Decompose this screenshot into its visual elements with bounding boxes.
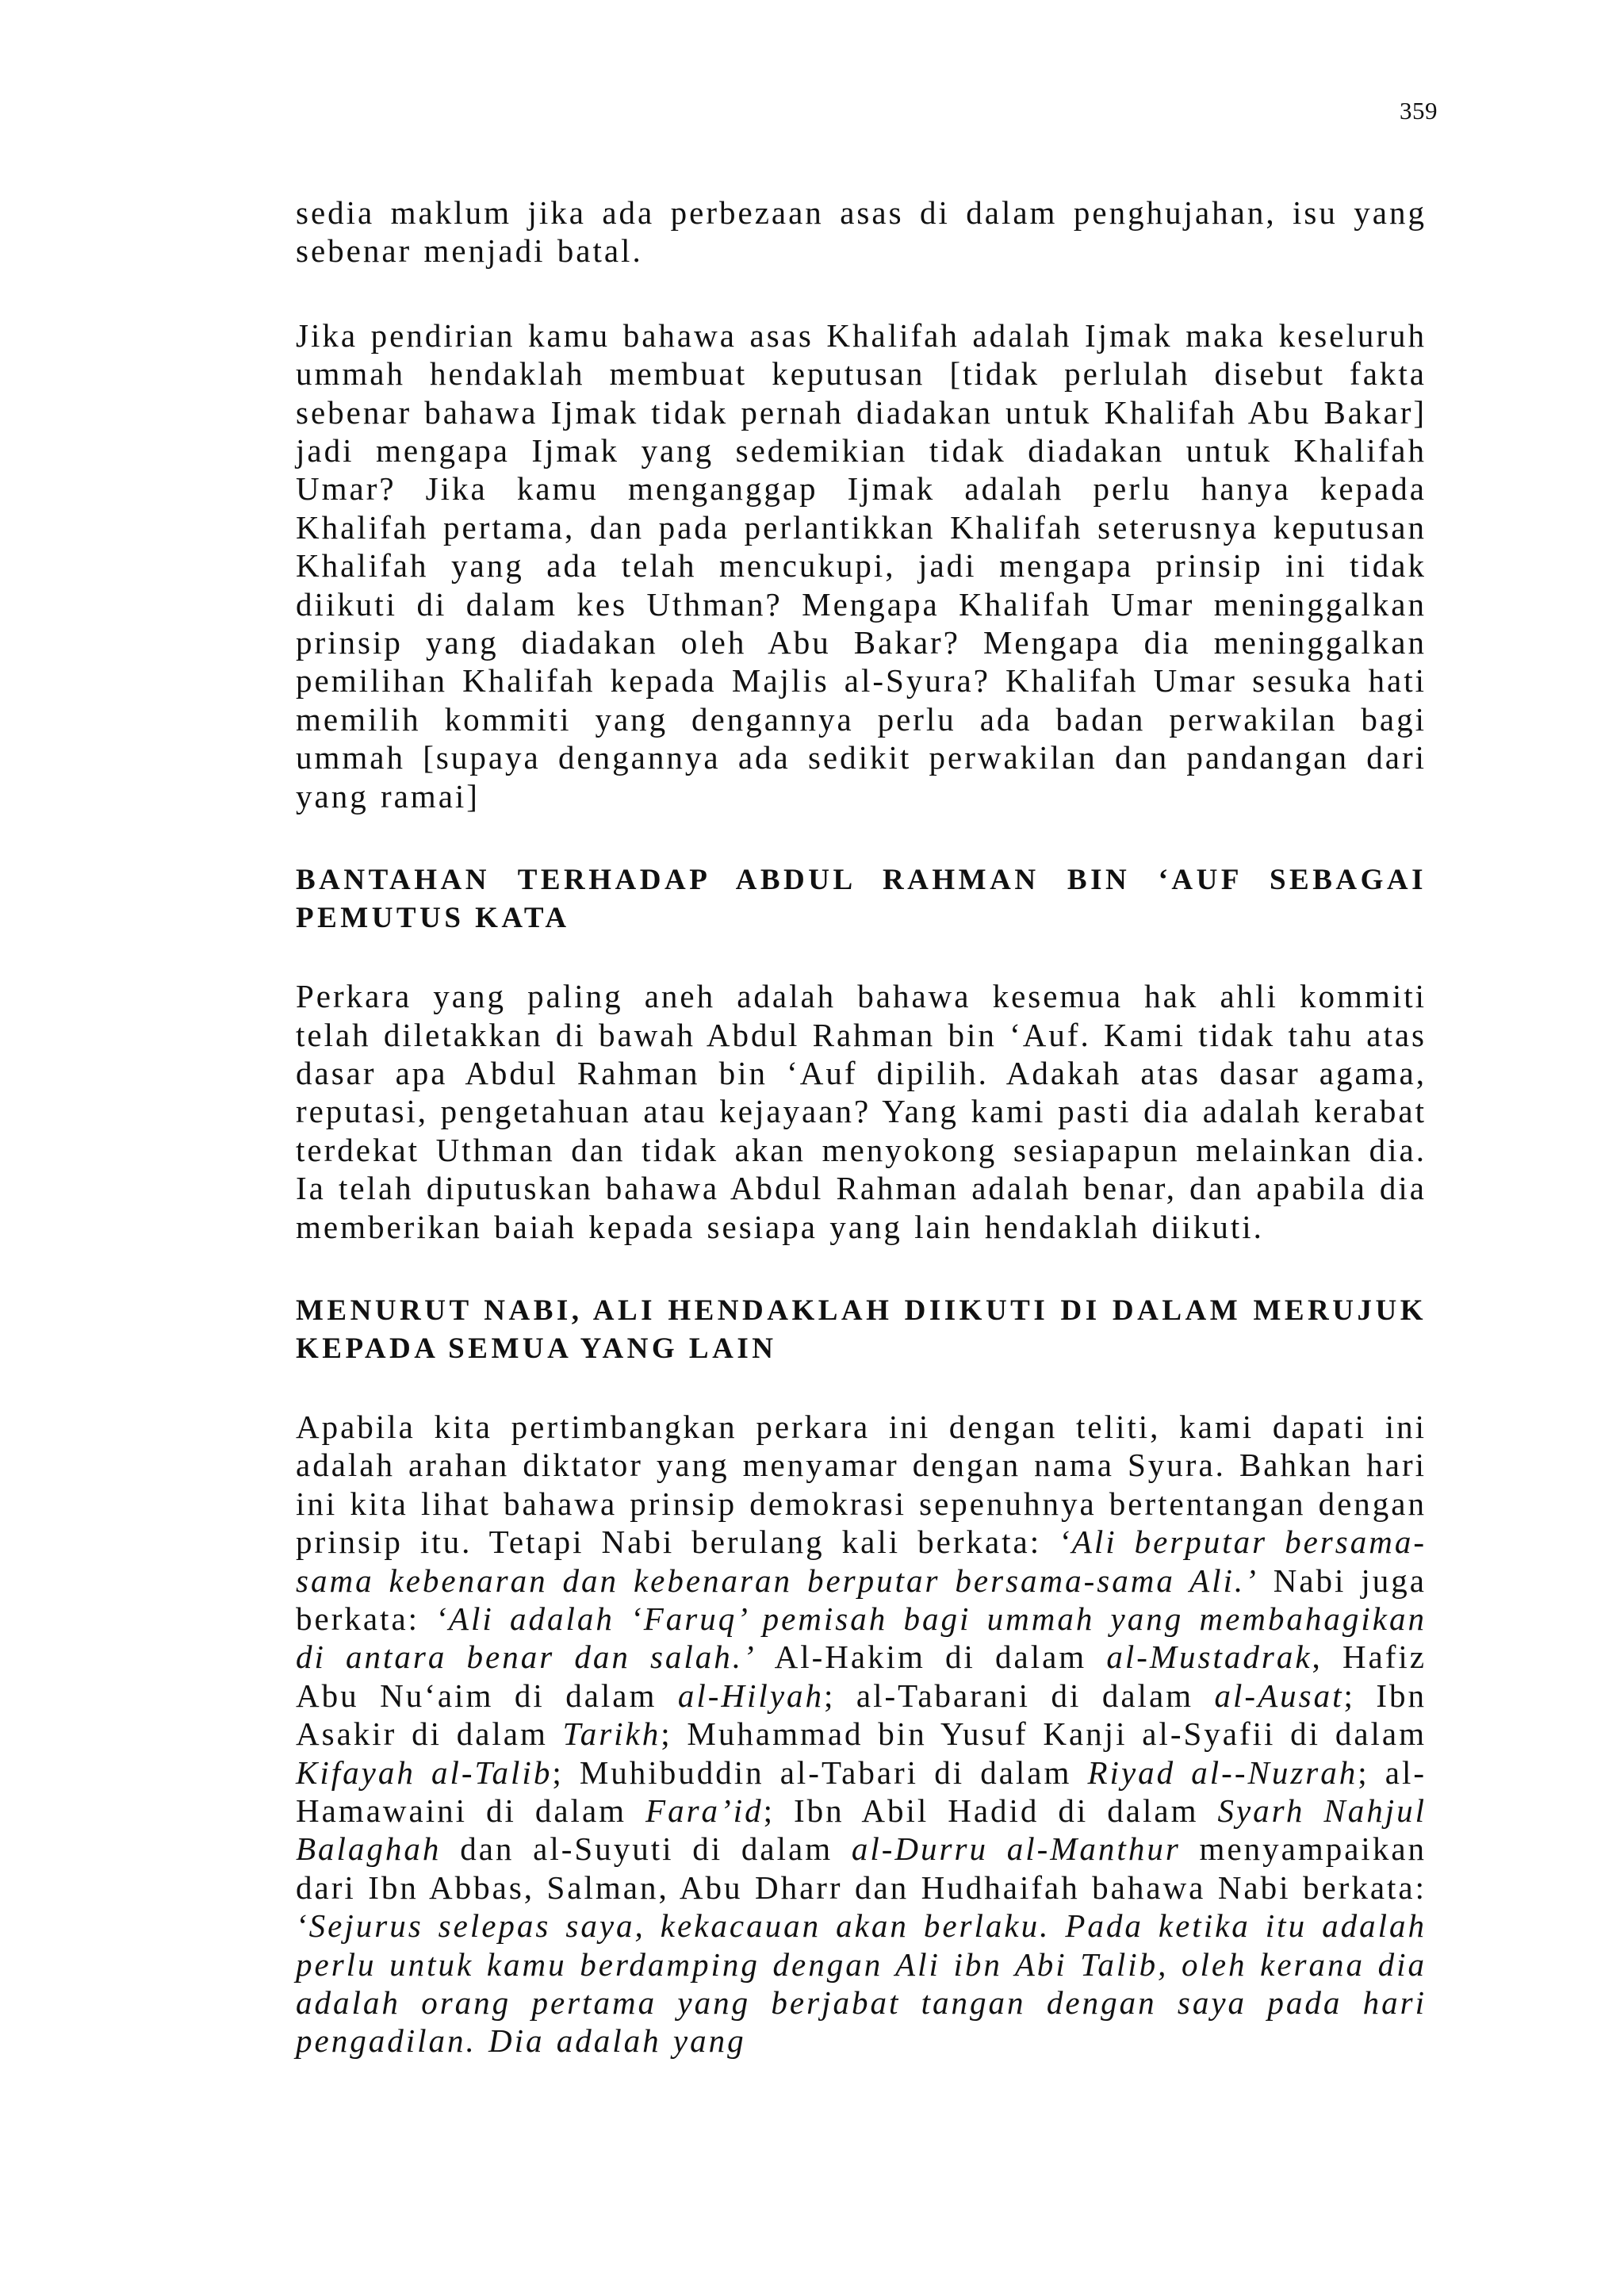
page-body [296,194,1427,2060]
italic-text-run: Syarh Nahjul Balaghah [296,1792,1427,1868]
text-run: ; al-Hamawaini di dalam [296,1754,1427,1829]
text-run: ; Ibn Abil Hadid di dalam [763,1792,1218,1829]
paragraph-2: Jika pendirian kamu bahawa asas Khalifah adalah Ijmak maka keseluruh ummah hendaklah membuat keputusan [tidak perlulah disebut fakta sebenar bahawa Ijmak tidak pernah diadakan untuk Khalifah Abu Bakar] jadi mengapa Ijmak yang sedemikian tidak diadakan untuk Khalifah Umar? Jika kamu menganggap Ijmak adalah perlu hanya kepada Khalifah pertama, dan pada perlantikkan Khalifah seterusnya keputusan Khalifah yang ada telah mencukupi, jadi mengapa prinsip ini tidak diikuti di dalam kes Uthman? Mengapa Khalifah Umar meninggalkan prinsip yang diadakan oleh Abu Bakar? Mengapa dia meninggalkan pemilihan Khalifah kepada Majlis al-Syura? Khalifah Umar sesuka hati memilih kommiti yang dengannya perlu ada badan perwakilan bagi ummah [supaya dengannya ada sedikit perwakilan dan pandangan dari yang ramai] [296,316,1427,815]
text-run: , Hafiz Abu Nu‘aim di dalam [296,1639,1427,1714]
paragraph-gap [296,937,1427,977]
paragraph-1: sedia maklum jika ada perbezaan asas di dalam penghujahan, isu yang sebenar menjadi batal. [296,194,1427,270]
text-run: Al-Hakim di dalam [756,1639,1107,1676]
paragraph-3: Perkara yang paling aneh adalah bahawa kesemua hak ahli kommiti telah diletakkan di bawah Abdul Rahman bin ‘Auf. Kami tidak tahu atas dasar apa Abdul Rahman bin ‘Auf dipilih. Adakah atas dasar agama, reputasi, pengetahuan atau kejayaan? Yang kami pasti dia adalah kerabat terdekat Uthman dan tidak akan menyokong sesiapapun melainkan dia. Ia telah diputuskan bahawa Abdul Rahman adalah benar, dan apabila dia memberikan baiah kepada sesiapa yang lain hendaklah diikuti. [296,978,1427,1245]
section-heading-1: BANTAHAN TERHADAP ABDUL RAHMAN BIN ‘AUF SEBAGAI PEMUTUS KATA [296,864,1427,935]
paragraph-gap [296,1368,1427,1408]
text-run: ; Ibn Asakir di dalam [296,1677,1427,1753]
italic-text-run: ‘Ali berputar bersama-sama kebenaran dan kebenaran berputar bersama-sama Ali.’ [296,1524,1427,1599]
text-run: ; al-Tabarani di dalam [824,1677,1215,1714]
text-run: ; Muhibuddin al-Tabari di dalam [552,1754,1088,1791]
italic-text-run: ‘Ali adalah ‘Faruq’ pemisah bagi ummah yang membahagikan di antara benar dan salah.’ [296,1600,1427,1676]
text-run: Apabila kita pertimbangkan perkara ini dengan teliti, kami dapati ini adalah arahan diktator yang menyamar dengan nama Syura. Bahkan hari ini kita lihat bahawa prinsip demokrasi sepenuhnya bertentangan dengan prinsip itu. Tetapi Nabi berulang kali berkata: [296,1408,1427,1561]
italic-text-run: Tarikh [562,1715,661,1753]
italic-text-run: al-Mustadrak [1106,1639,1312,1676]
italic-text-run: al-Hilyah [677,1677,825,1714]
italic-text-run: Kifayah al-Talib [296,1754,553,1791]
text-run: dan al-Suyuti di dalam [441,1830,852,1868]
paragraph-gap [296,270,1427,316]
text-run: Nabi juga berkata: [296,1562,1427,1637]
italic-text-run: Fara’id [645,1792,764,1829]
italic-text-run: ‘Sejurus selepas saya, kekacauan akan berlaku. Pada ketika itu adalah perlu untuk kamu berdamping dengan Ali ibn Abi Talib, oleh kerana dia adalah orang pertama yang berjabat tangan dengan saya pada hari pengadilan. Dia adalah yang [296,1907,1427,2060]
text-run: menyampaikan dari Ibn Abbas, Salman, Abu Dharr dan Hudhaifah bahawa Nabi berkata: [296,1830,1427,1906]
page-number: 359 [1400,97,1438,125]
italic-text-run: al-Ausat [1214,1677,1344,1714]
paragraph-gap [296,1246,1427,1292]
paragraph-gap [296,815,1427,861]
italic-text-run: Riyad al--Nuzrah [1087,1754,1358,1791]
paragraph-4 [296,1408,1427,2060]
italic-text-run: al-Durru al-Manthur [851,1830,1181,1868]
text-run: ; Muhammad bin Yusuf Kanji al-Syafii di dalam [661,1715,1427,1753]
section-heading-2: MENURUT NABI, ALI HENDAKLAH DIIKUTI DI DALAM MERUJUK KEPADA SEMUA YANG LAIN [296,1294,1427,1365]
